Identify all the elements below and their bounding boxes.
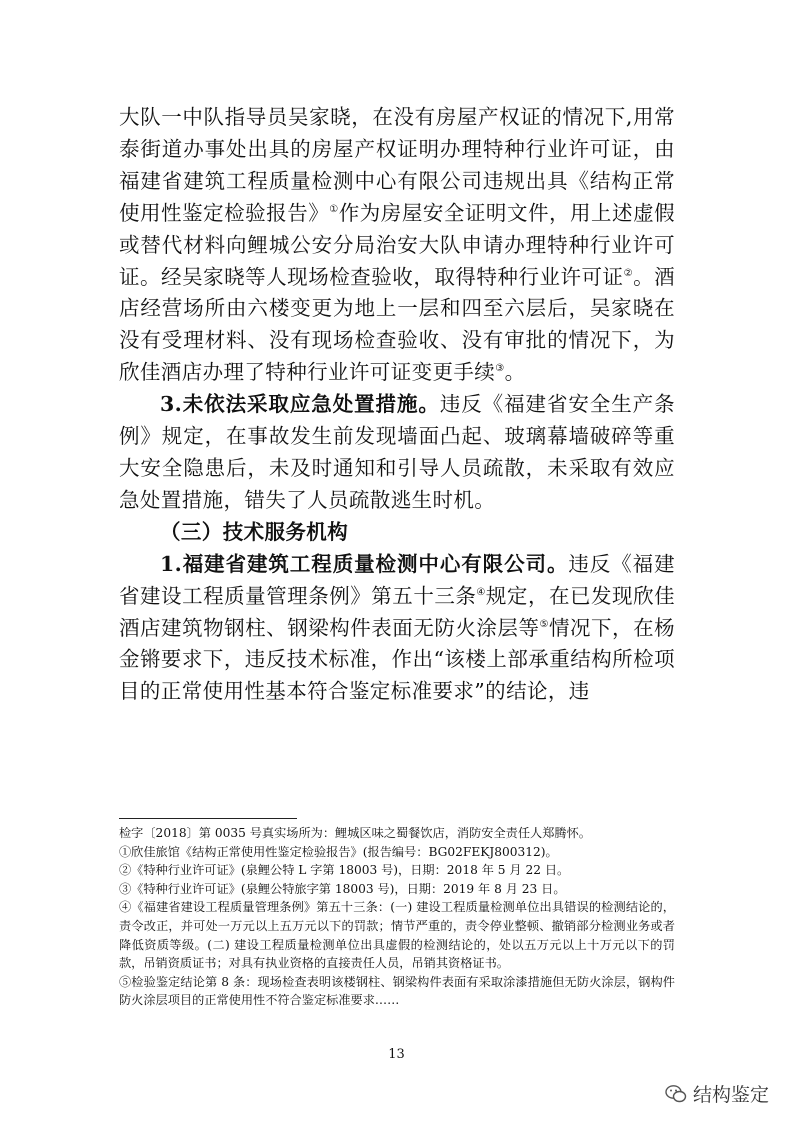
footnote: ④《福建省建设工程质量管理条例》第五十三条：(一) 建设工程质量检测单位出具错误的检测结论的，责令改正，并可处一万元以上五万元以下的罚款；情节严重的，责令停业整顿、撤销部分检测业务或者降低资质等级。(二) 建设工程质量检测单位出具虚假的检测结论的，处以五万元以上十万元以下的罚款，吊销资质证书；对具有执业资格的直接责任人员，吊销其资格证书。 bbox=[119, 900, 675, 971]
footnote: ③《特种行业许可证》(泉鲤公特旅字第 18003 号)，日期：2019 年 8 月 23 日。 bbox=[119, 881, 566, 896]
footnote: ⑤检验鉴定结论第 8 条：现场检查表明该楼钢柱、钢梁构件表面有采取涂漆措施但无防火涂层，钢构件防火涂层项目的正常使用性不符合鉴定标准要求…… bbox=[119, 974, 675, 1008]
section-heading bbox=[119, 517, 675, 549]
body-paragraph bbox=[119, 102, 675, 389]
footnote-marker: ② bbox=[623, 267, 634, 279]
bold-lead: 3.未依法采取应急处置措施。 bbox=[160, 392, 440, 417]
paragraph-text: 规定，在已发现欣佳酒店建筑物钢柱、钢梁构件表面无防火涂层等 bbox=[119, 583, 675, 640]
body-paragraph bbox=[119, 389, 675, 517]
bold-lead: （三）技术服务机构 bbox=[160, 519, 349, 544]
footnote: ②《特种行业许可证》(泉鲤公特 L 字第 18003 号)，日期：2018 年 5 月 22 日。 bbox=[119, 863, 570, 878]
paragraph-text: 违反《福建省安全生产条例》规定，在事故发生前发现墙面凸起、玻璃幕墙破碎等重大安全隐患后，未及时通知和引导人员疏散，未采取有效应急处置措施，错失了人员疏散逃生时机。 bbox=[119, 392, 675, 512]
footnote-divider bbox=[119, 818, 297, 819]
paragraph-text: 违反《福建省建设工程质量管理条例》第五十三条 bbox=[119, 551, 675, 608]
footnote-marker: ① bbox=[329, 203, 339, 215]
body-paragraph bbox=[119, 549, 675, 709]
footnote-marker: ⑤ bbox=[539, 618, 549, 630]
footnote: ①欣佳旅馆《结构正常使用性鉴定检验报告》(报告编号：BG02FEKJ800312)。 bbox=[119, 844, 558, 859]
paragraph-text: 情况下，在杨金锵要求下，违反技术标准，作出“该楼上部承重结构所检项目的正常使用性基本符合鉴定标准要求”的结论，违 bbox=[119, 615, 676, 704]
watermark-brand bbox=[665, 1080, 769, 1107]
paragraph-text: 。 bbox=[504, 360, 526, 385]
body-text bbox=[119, 102, 675, 708]
paragraph-text: 作为房屋安全证明文件，用上述虚假或替代材料向鲤城公安分局治安大队申请办理特种行业许可证。经吴家晓等人现场检查验收，取得特种行业许可证 bbox=[119, 200, 676, 289]
footnote-marker: ③ bbox=[495, 363, 505, 375]
footnote-marker: ④ bbox=[476, 586, 486, 598]
footnote: 检字〔2018〕第 0035 号真实场所为：鲤城区味之蜀餐饮店，消防安全责任人郑腾怀。 bbox=[119, 826, 591, 840]
footnotes bbox=[119, 824, 675, 1010]
paragraph-text: 。酒店经营场所由六楼变更为地上一层和四至六层后，吴家晓在没有受理材料、没有现场检查验收、没有审批的情况下，为欣佳酒店办理了特种行业许可证变更手续 bbox=[119, 264, 675, 385]
bold-lead: 1.福建省建筑工程质量检测中心有限公司。 bbox=[160, 551, 569, 576]
brand-label: 结构鉴定 bbox=[692, 1084, 769, 1106]
paragraph-text: 大队一中队指导员吴家晓，在没有房屋产权证的情况下,用常泰街道办事处出具的房屋产权证明办理特种行业许可证，由福建省建筑工程质量检测中心有限公司违规出具《结构正常使用性鉴定检验报告》 bbox=[119, 105, 675, 225]
wechat-icon bbox=[665, 1084, 687, 1104]
page-number: 13 bbox=[388, 1047, 405, 1062]
